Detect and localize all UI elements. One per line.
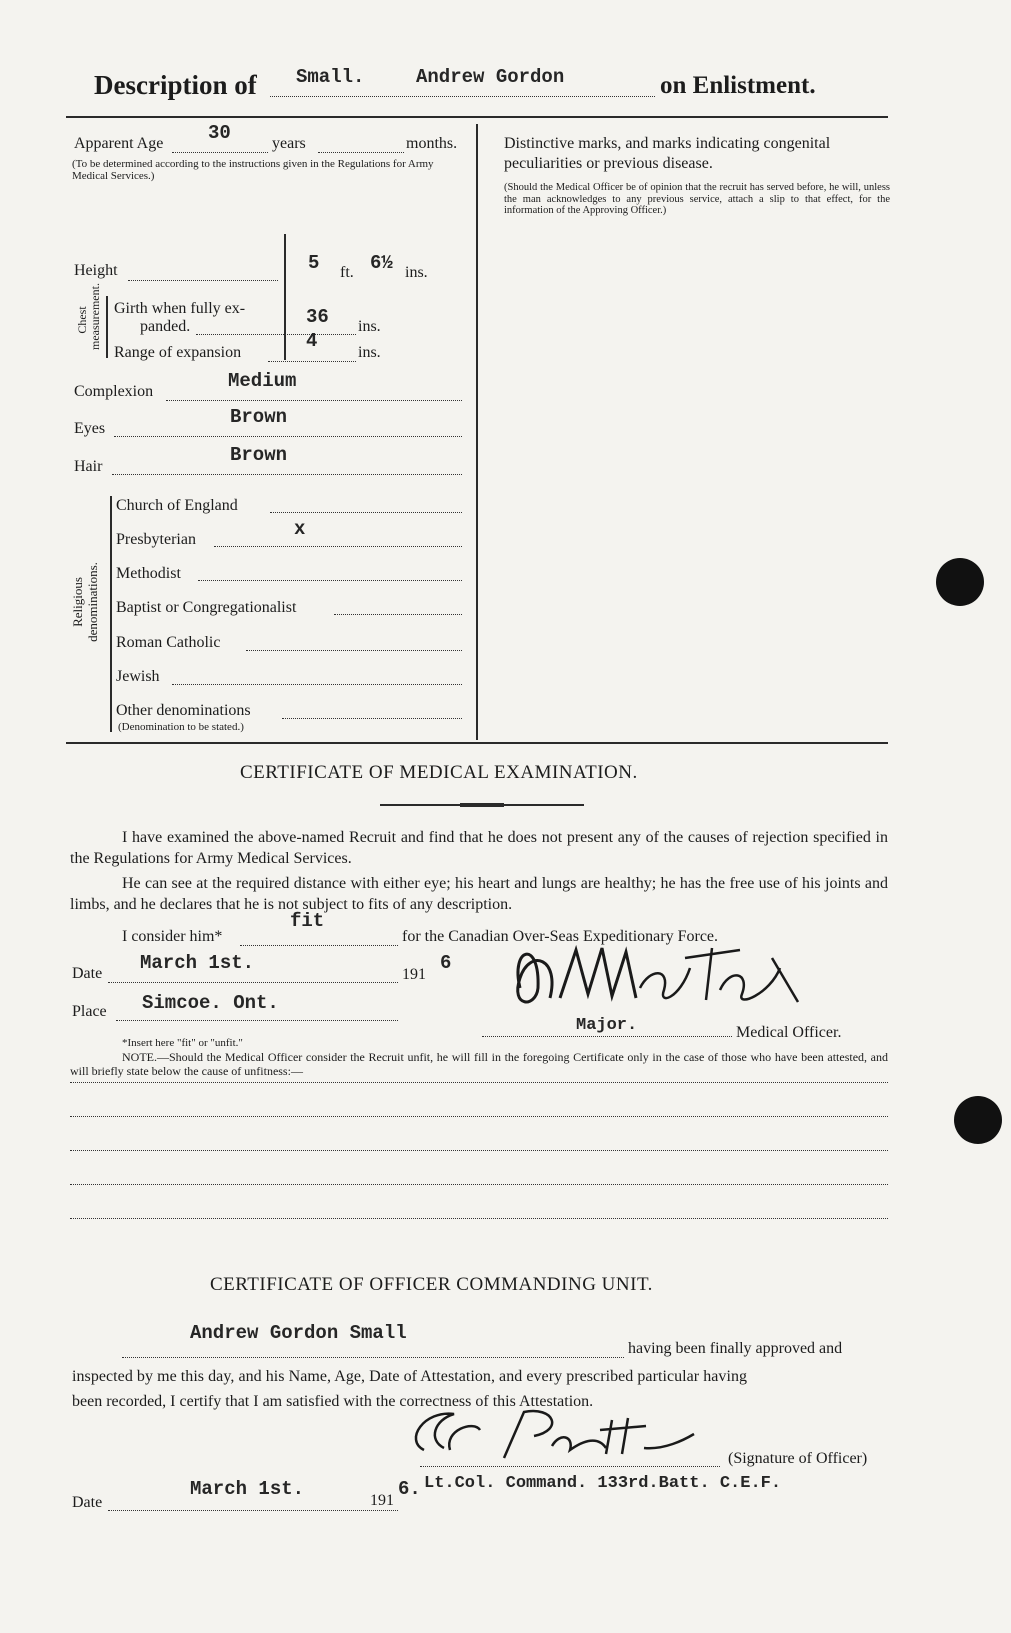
medical-date-label: Date xyxy=(72,965,103,982)
medical-year-prefix: 191 xyxy=(402,966,426,983)
medical-officer-line xyxy=(482,1036,732,1037)
religion-line-7 xyxy=(282,718,462,719)
religion-line-2 xyxy=(214,546,462,547)
height-line xyxy=(128,280,278,281)
ft-label: ft. xyxy=(340,264,354,281)
binder-hole-bottom xyxy=(954,1096,1002,1144)
religions-bracket xyxy=(110,496,112,732)
measure-bracket xyxy=(284,234,286,360)
commanding-date-value: March 1st. xyxy=(190,1478,305,1500)
surname-value: Small. xyxy=(296,66,365,88)
height-in-value: 6½ xyxy=(370,252,393,274)
religion-line-5 xyxy=(246,650,462,651)
unfitness-line-2 xyxy=(70,1116,888,1117)
religion-church-of-england: Church of England xyxy=(116,497,238,514)
signature-of-officer-label: (Signature of Officer) xyxy=(728,1450,868,1467)
commanding-officer-signature xyxy=(384,1400,704,1470)
religions-label xyxy=(70,552,100,652)
eyes-line xyxy=(114,436,462,437)
unfitness-line-3 xyxy=(70,1150,888,1151)
eyes-label: Eyes xyxy=(74,420,106,437)
religion-jewish: Jewish xyxy=(116,668,160,685)
medical-paragraph-1: I have examined the above-named Recruit and find that he does not present any of the causes of rejection specified in the Regulations for Army Medical Services. xyxy=(70,829,888,867)
commanding-rank-value: Lt.Col. Command. 133rd.Batt. C.E.F. xyxy=(424,1474,782,1493)
commanding-name-value: Andrew Gordon Small xyxy=(190,1322,407,1344)
age-line xyxy=(172,152,268,153)
religion-line-1 xyxy=(270,512,462,513)
religion-roman-catholic: Roman Catholic xyxy=(116,634,221,651)
range-value: 4 xyxy=(306,330,318,352)
unfitness-line-5 xyxy=(70,1218,888,1219)
religions-label-2: denominations. xyxy=(85,562,100,642)
description-bottom-rule xyxy=(66,742,888,744)
height-ins-label: ins. xyxy=(405,264,428,281)
medical-note: NOTE.—Should the Medical Officer consider the Recruit unfit, he will fill in the foregoing Certificate only in the case of those who have been attested, and will briefly state below the cause of unfitness:— xyxy=(70,1050,888,1078)
girth-label-2: panded. xyxy=(140,318,191,335)
eyes-value: Brown xyxy=(230,406,288,428)
years-label: years xyxy=(272,135,306,152)
consider-line xyxy=(240,945,398,946)
title-ornament-center xyxy=(460,803,504,807)
religions-label-1: Religious xyxy=(70,577,85,627)
range-ins-label: ins. xyxy=(358,344,381,361)
hair-line xyxy=(112,474,462,475)
religion-baptist: Baptist or Congregationalist xyxy=(116,599,297,616)
girth-line xyxy=(196,334,356,335)
unfitness-line-1 xyxy=(70,1082,888,1083)
hair-value: Brown xyxy=(230,444,288,466)
medical-paragraph-2: He can see at the required distance with either eye; his heart and lungs are healthy; he has the free use of his joints and limbs, and he declares that he is not subject to fits of any description. xyxy=(70,875,888,913)
officer-signature-line xyxy=(420,1466,720,1467)
medical-officer-rank: Major. xyxy=(576,1016,638,1035)
complexion-label: Complexion xyxy=(74,383,154,400)
chest-measurement-label: Chest measurement. xyxy=(75,283,102,350)
force-label: for the Canadian Over-Seas Expeditionary Force. xyxy=(402,928,719,945)
given-names-value: Andrew Gordon xyxy=(416,66,565,88)
column-divider xyxy=(476,124,478,740)
surname-line xyxy=(270,96,655,97)
medical-date-line xyxy=(108,982,398,983)
height-ft-value: 5 xyxy=(308,252,320,274)
apparent-age-label: Apparent Age xyxy=(74,135,164,152)
medical-date-value: March 1st. xyxy=(140,952,255,974)
religion-line-3 xyxy=(198,580,462,581)
commanding-paragraph-1: inspected by me this day, and his Name, Age, Date of Attestation, and every prescribed particular having xyxy=(72,1368,748,1385)
place-value: Simcoe. Ont. xyxy=(142,992,279,1014)
commanding-year-prefix: 191 xyxy=(370,1492,394,1509)
distinctive-marks-line-2: peculiarities or previous disease. xyxy=(504,155,713,172)
complexion-value: Medium xyxy=(228,370,297,392)
chest-bracket xyxy=(106,296,108,358)
months-line xyxy=(318,152,404,153)
denomination-note: (Denomination to be stated.) xyxy=(118,721,244,733)
commanding-name-line xyxy=(122,1357,624,1358)
age-value: 30 xyxy=(208,122,231,144)
range-label: Range of expansion xyxy=(114,344,242,361)
religion-line-6 xyxy=(172,684,462,685)
medical-year-digit: 6 xyxy=(440,952,452,974)
religion-presbyterian: Presbyterian xyxy=(116,531,196,548)
medical-officer-label: Medical Officer. xyxy=(736,1024,842,1041)
form-title-suffix: on Enlistment. xyxy=(660,72,816,99)
commanding-year-digit: 6. xyxy=(398,1478,421,1500)
months-label: months. xyxy=(406,135,458,152)
religion-other: Other denominations xyxy=(116,702,251,719)
age-note: (To be determined according to the instructions given in the Regulations for Army Medical Services.) xyxy=(72,158,434,182)
girth-label-1: Girth when fully ex- xyxy=(114,300,246,317)
header-rule xyxy=(66,116,888,118)
commanding-date-label: Date xyxy=(72,1494,103,1511)
place-line xyxy=(116,1020,398,1021)
distinctive-marks-note: (Should the Medical Officer be of opinion that the recruit has served before, he will, unless the man acknowledges to any previous service, attach a slip to that effect, for the information of the Approving Officer.) xyxy=(504,182,890,216)
commanding-certificate-title: CERTIFICATE OF OFFICER COMMANDING UNIT. xyxy=(210,1274,653,1295)
commanding-paragraph-2: been recorded, I certify that I am satisfied with the correctness of this Attestation. xyxy=(72,1393,594,1410)
medical-certificate-title: CERTIFICATE OF MEDICAL EXAMINATION. xyxy=(240,762,638,783)
complexion-line xyxy=(166,400,462,401)
height-label: Height xyxy=(74,262,118,279)
form-title-prefix: Description of xyxy=(94,70,257,100)
girth-value: 36 xyxy=(306,306,329,328)
religion-methodist: Methodist xyxy=(116,565,181,582)
girth-ins-label: ins. xyxy=(358,318,381,335)
presbyterian-mark: x xyxy=(294,518,306,540)
insert-note: *Insert here "fit" or "unfit." xyxy=(122,1037,243,1049)
commanding-date-line xyxy=(108,1510,398,1511)
hair-label: Hair xyxy=(74,458,103,475)
religion-line-4 xyxy=(334,614,462,615)
range-line xyxy=(268,361,356,362)
medical-officer-signature xyxy=(480,928,810,1018)
unfitness-line-4 xyxy=(70,1184,888,1185)
place-label: Place xyxy=(72,1003,107,1020)
fitness-value: fit xyxy=(290,910,325,932)
approved-text: having been finally approved and xyxy=(628,1340,843,1357)
binder-hole-top xyxy=(936,558,984,606)
distinctive-marks-line-1: Distinctive marks, and marks indicating congenital xyxy=(504,135,831,152)
consider-label: I consider him* xyxy=(122,928,223,945)
